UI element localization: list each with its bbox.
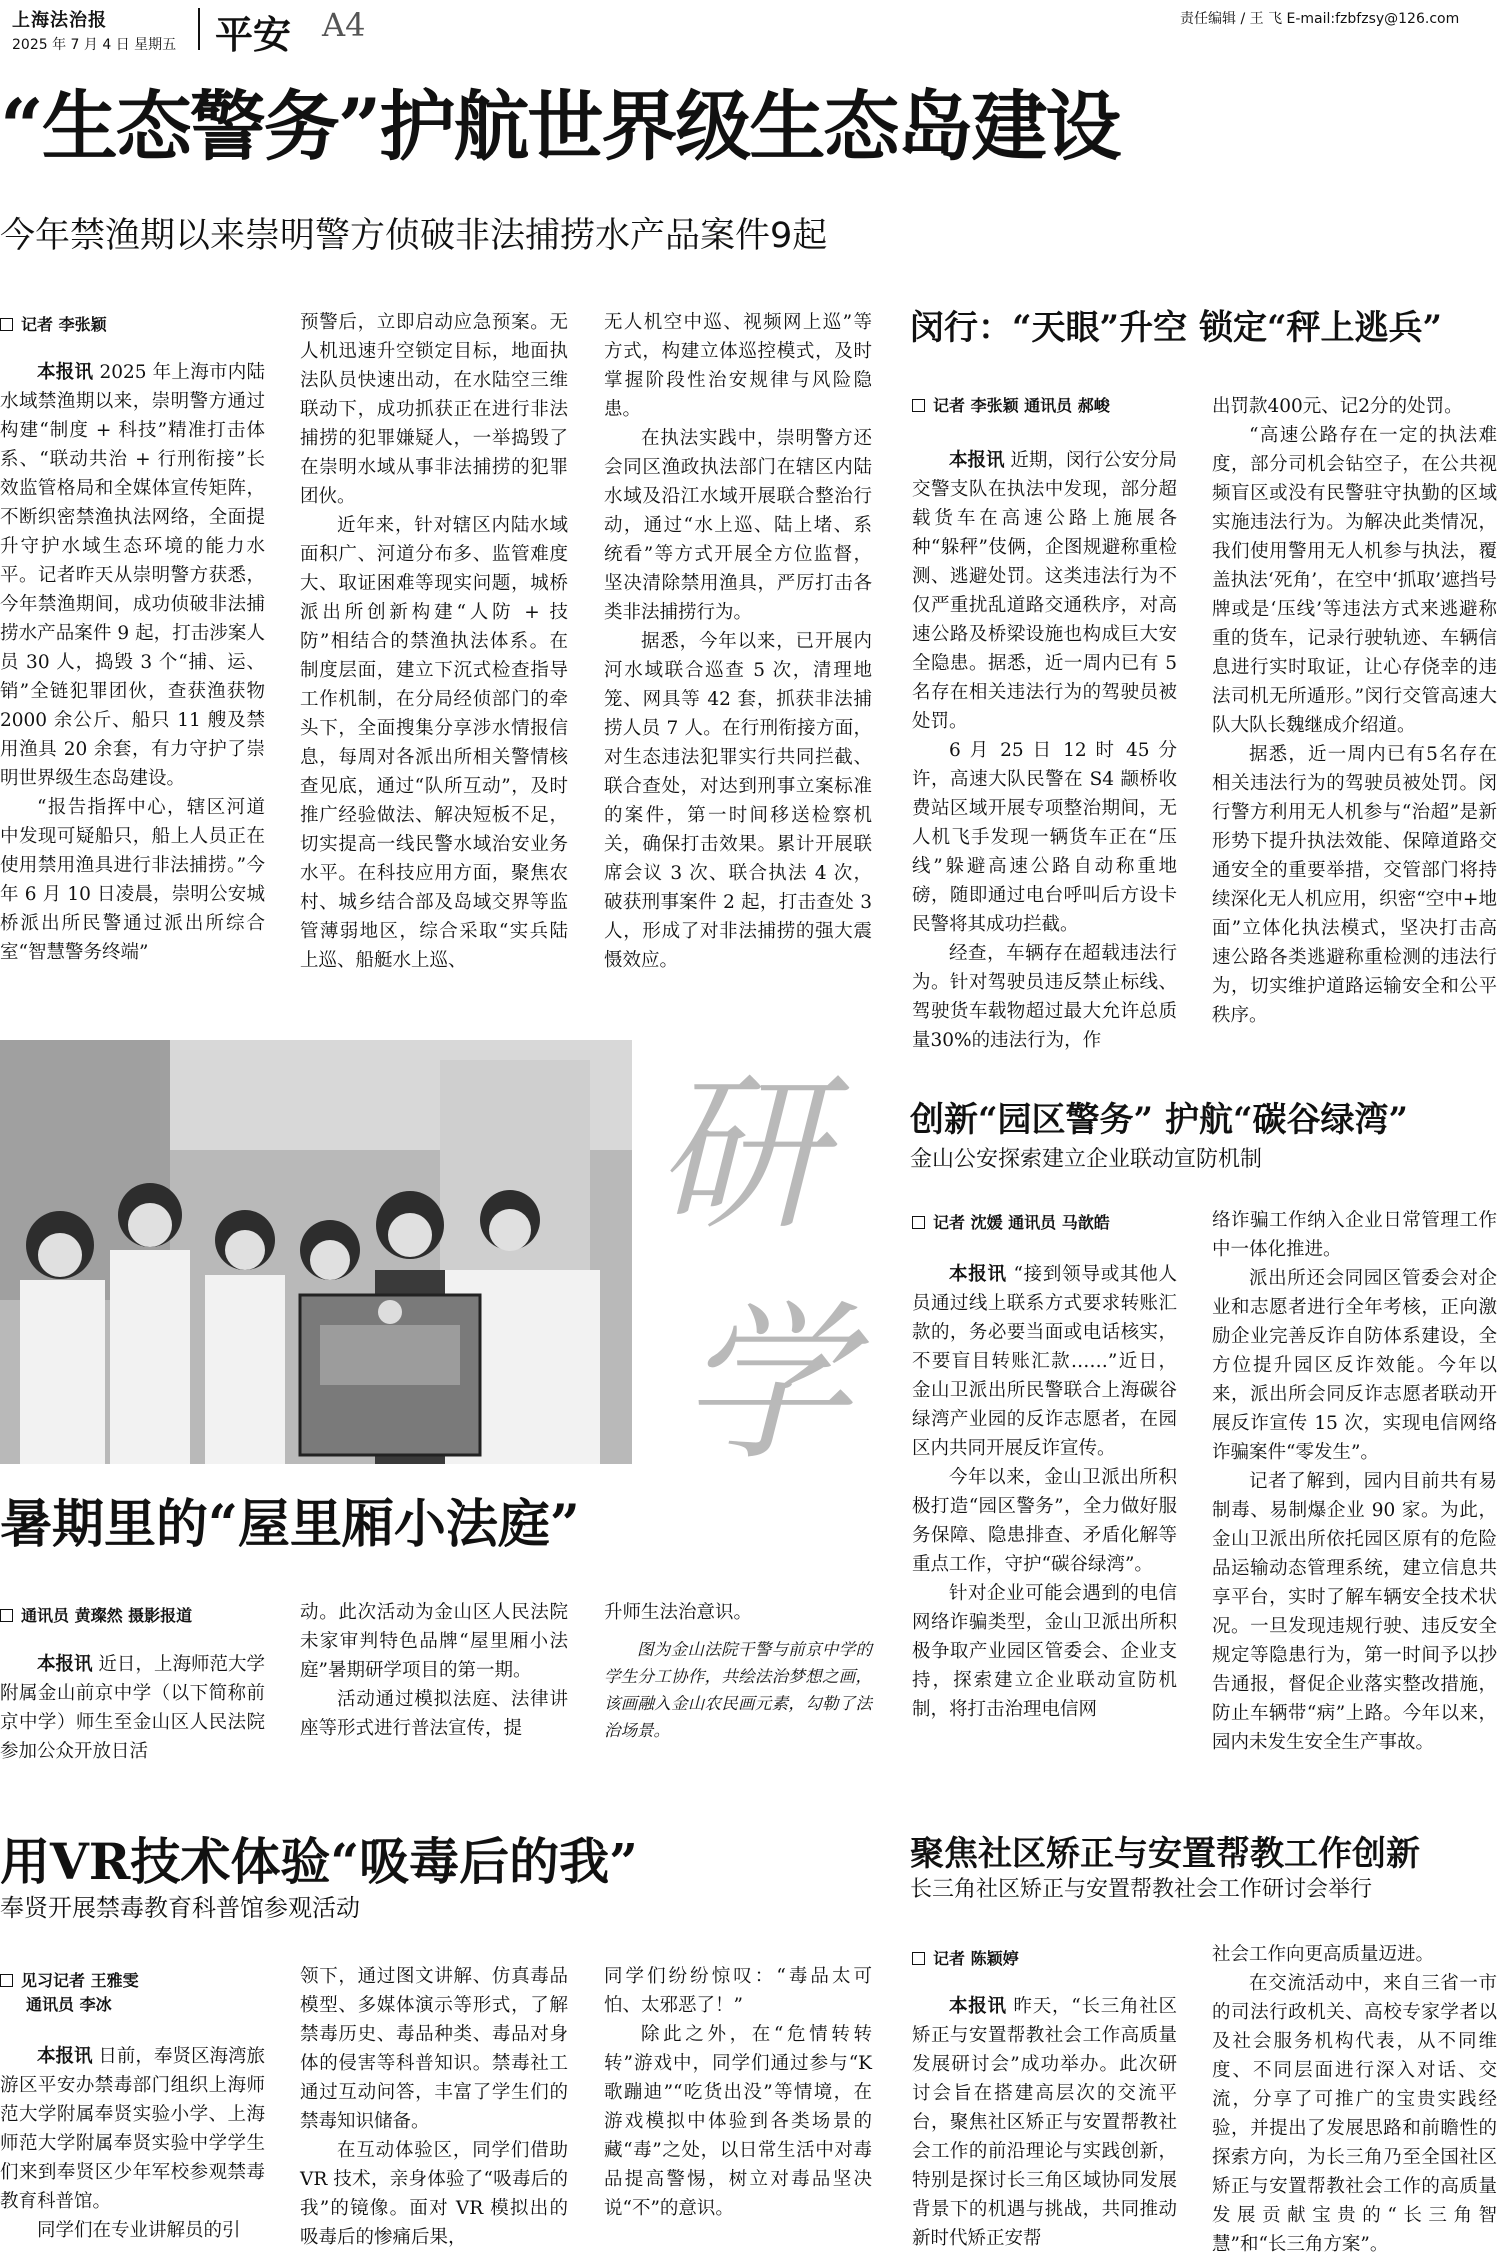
vr-byline-2: 通讯员 李冰 bbox=[26, 1995, 112, 2014]
jiaozheng-col-2 bbox=[1212, 1940, 1497, 2259]
yanxue-col2-p2: 活动通过模拟法庭、法律讲座等形式进行普法宣传，提 bbox=[300, 1689, 568, 1739]
vr-col-3 bbox=[604, 1962, 872, 2223]
vr-col-2 bbox=[300, 1962, 568, 2252]
main-col2-p2: 近年来，针对辖区内陆水域面积广、河道分布多、监管难度大、取证困难等现实问题，城桥派出所创新构建“人防 + 技防”相结合的禁渔执法体系。在制度层面，建立下沉式检查指导工作机制，在分局经侦部门的牵头下，全面搜集分享涉水情报信息，每周对各派出所相关警情核查见底，通过“队所互动”，及时推广经验做法、解决短板不足，切实提高一线民警水域治安业务水平。在科技应用方面，聚焦农村、城乡结合部及岛域交界等监管薄弱地区，综合采取“实兵陆上巡、船艇水上巡、 bbox=[300, 515, 568, 971]
vr-col2-p2: 在互动体验区，同学们借助 VR 技术，亲身体验了“吸毒后的我”的镜像。面对 VR 模拟出的吸毒后的惨痛后果， bbox=[300, 2140, 568, 2248]
yanxue-deco-char-2: 学 bbox=[680, 1286, 851, 1484]
paper-name: 上海法治报 bbox=[12, 10, 107, 31]
main-col1-p2: “报告指挥中心，辖区河道中发现可疑船只，船上人员正在使用禁用渔具进行非法捕捞。”今年 6 月 10 日凌晨，崇明公安城桥派出所民警通过派出所综合室“智慧警务终端” bbox=[0, 797, 265, 963]
main-col-3 bbox=[604, 308, 872, 975]
main-subhead: 今年禁渔期以来崇明警方侦破非法捕捞水产品案件9起 bbox=[0, 216, 828, 256]
vr-col1-p1: 本报讯 日前，奉贤区海湾旅游区平安办禁毒部门组织上海师范大学附属奉贤实验小学、上海师范大学附属奉贤实验中学学生们来到奉贤区少年军校参观禁毒教育科普馆。 bbox=[0, 2046, 265, 2212]
main-col2-p1: 预警后，立即启动应急预案。无人机迅速升空锁定目标，地面执法队员快速出动，在水陆空三维联动下，成功抓获正在进行非法捕捞的犯罪嫌疑人，一举捣毁了在崇明水域从事非法捕捞的犯罪团伙。 bbox=[300, 312, 568, 507]
minhang-col1-p2: 6 月 25 日 12 时 45 分许，高速大队民警在 S4 颛桥收费站区域开展专项整治期间，无人机飞手发现一辆货车正在“压线”躲避高速公路自动称重地磅，随即通过电台呼叫后方设卡民警将其成功拦截。 bbox=[912, 740, 1177, 935]
main-col3-p2: 在执法实践中，崇明警方还会同区渔政执法部门在辖区内陆水域及沿江水域开展联合整治行动，通过“水上巡、陆上堵、系统看”等方式开展全方位监督，坚决清除禁用渔具，严厉打击各类非法捕捞行为。 bbox=[604, 428, 872, 623]
jiaozheng-col2-p1: 社会工作向更高质量迈进。 bbox=[1212, 1944, 1435, 1965]
main-col-1 bbox=[0, 358, 265, 967]
vr-headline: 用VR技术体验“吸毒后的我” bbox=[0, 1832, 638, 1891]
byline-box-icon bbox=[0, 1609, 13, 1622]
jiaozheng-col1-p1: 本报讯 昨天，“长三角社区矫正与安置帮教社会工作高质量发展研讨会”成功举办。此次研讨会旨在搭建高层次的交流平台，聚焦社区矫正与安置帮教社会工作的前沿理论与实践创新，特别是探讨长三角区域协同发展背景下的机遇与挑战，共同推动新时代矫正安帮 bbox=[912, 1996, 1177, 2249]
minhang-col2-p2: “高速公路存在一定的执法难度，部分司机会钻空子，在公共视频盲区或没有民警驻守执勤的区域实施违法行为。为解决此类情况，我们使用警用无人机参与执法，覆盖执法‘死角’，在空中‘抓取’遮挡号牌或是‘压线’等违法方式来逃避称重的货车，记录行驶轨迹、车辆信息进行实时取证，让心存侥幸的违法司机无所遁形。”闵行交管高速大队大队长魏继成介绍道。 bbox=[1212, 425, 1497, 736]
vr-col2-p1: 领下，通过图文讲解、仿真毒品模型、多媒体演示等形式，了解禁毒历史、毒品种类、毒品对身体的侵害等科普知识。禁毒社工通过互动问答，丰富了学生们的禁毒知识储备。 bbox=[300, 1966, 568, 2132]
jiaozheng-subtitle: 长三角社区矫正与安置帮教社会工作研讨会举行 bbox=[910, 1877, 1373, 1902]
minhang-title: 闵行：“天眼”升空 锁定“秤上逃兵” bbox=[910, 308, 1443, 348]
main-col3-p3: 据悉，今年以来，已开展内河水域联合巡查 5 次，清理地笼、网具等 42 套，抓获非法捕捞人员 7 人。在行刑衔接方面，对生态违法犯罪实行共同拦截、联合查处，对达到刑事立案标准的案件，第一时间移送检察机关，确保打击效果。累计开展联席会议 3 次、联合执法 4 次，破获刑事案件 2 起，打击查处 3 人，形成了对非法捕捞的强大震慑效应。 bbox=[604, 631, 872, 971]
news-lead-label: 本报讯 bbox=[949, 1264, 1007, 1285]
news-lead-label: 本报讯 bbox=[949, 1996, 1007, 2017]
jinshan-col-1 bbox=[912, 1260, 1177, 1724]
yanxue-col2-p1: 动。此次活动为金山区人民法院未家审判特色品牌“屋里厢小法庭”暑期研学项目的第一期。 bbox=[300, 1602, 568, 1681]
byline-box-icon bbox=[912, 1952, 925, 1965]
news-lead-label: 本报讯 bbox=[949, 450, 1005, 471]
section-name: 平安 bbox=[215, 13, 292, 57]
byline-box-icon bbox=[0, 1974, 13, 1987]
main-col1-p1: 本报讯 2025 年上海市内陆水域禁渔期以来，崇明警方通过构建“制度 + 科技”精准打击体系、“联动共治 + 行刑衔接”长效监管格局和全媒体宣传矩阵，不断织密禁渔执法网络，全面提升守护水域生态环境的能力水平。记者昨天从崇明警方获悉，今年禁渔期间，成功侦破非法捕捞水产品案件 9 起，打击涉案人员 30 人，捣毁 3 个“捕、运、销”全链犯罪团伙，查获渔获物 2000 余公斤、船只 11 艘及禁用渔具 20 余套，有力守护了崇明世界级生态岛建设。 bbox=[0, 362, 265, 789]
jinshan-col1-p3: 针对企业可能会遇到的电信网络诈骗类型，金山卫派出所积极争取产业园区管委会、企业支持，探索建立企业联动宣防机制，将打击治理电信网 bbox=[912, 1583, 1177, 1720]
jiaozheng-title: 聚焦社区矫正与安置帮教工作创新 bbox=[910, 1834, 1420, 1874]
jinshan-col1-p1: 本报讯 “接到领导或其他人员通过线上联系方式要求转账汇款的，务必要当面或电话核实，不要盲目转账汇款……”近日，金山卫派出所民警联合上海碳谷绿湾产业园的反诈志愿者，在园区内共同开展反诈宣传。 bbox=[912, 1264, 1177, 1459]
main-byline: 记者 李张颖 bbox=[0, 312, 107, 335]
jinshan-col2-p3: 记者了解到，园内目前共有易制毒、易制爆企业 90 家。为此，金山卫派出所依托园区原有的危险品运输动态管理系统，建立信息共享平台，实时了解车辆安全技术状况。一旦发现违规行驶、违反安全规定等隐患行为，第一时间予以抄告通报，督促企业落实整改措施，防止车辆带“病”上路。今年以来，园内未发生安全生产事故。 bbox=[1212, 1471, 1497, 1753]
jinshan-subtitle: 金山公安探索建立企业联动宣防机制 bbox=[910, 1147, 1263, 1172]
photo-caption: 图为金山法院干警与前京中学的学生分工协作，共绘法治梦想之画，该画融入金山农民画元素，勾勒了法治场景。 bbox=[604, 1640, 872, 1740]
main-col-2 bbox=[300, 308, 568, 975]
main-col3-p1: 无人机空中巡、视频网上巡”等方式，构建立体巡控模式，及时掌握阶段性治安规律与风险隐患。 bbox=[604, 312, 872, 420]
yanxue-col-2 bbox=[300, 1598, 568, 1743]
vr-subhead: 奉贤开展禁毒教育科普馆参观活动 bbox=[0, 1894, 360, 1922]
yanxue-deco-char-1: 研 bbox=[655, 1056, 826, 1254]
vr-col1-p2: 同学们在专业讲解员的引 bbox=[37, 2220, 241, 2241]
news-lead-label: 本报讯 bbox=[37, 1654, 93, 1675]
main-headline: “生态警务”护航世界级生态岛建设 bbox=[0, 82, 1120, 171]
yanxue-col1-p1: 本报讯 近日，上海师范大学附属金山前京中学（以下简称前京中学）师生至金山区人民法院参加公众开放日活 bbox=[0, 1654, 265, 1762]
minhang-byline: 记者 李张颖 通讯员 郝峻 bbox=[912, 393, 1110, 416]
byline-box-icon bbox=[912, 399, 925, 412]
page-number: A4 bbox=[322, 6, 366, 44]
masthead-divider bbox=[198, 8, 200, 50]
minhang-col-1 bbox=[912, 446, 1177, 1055]
photo-illustration bbox=[0, 1040, 632, 1464]
issue-date: 2025 年 7 月 4 日 星期五 bbox=[12, 37, 177, 53]
vr-col3-p1: 同学们纷纷惊叹：“毒品太可怕、太邪恶了！” bbox=[604, 1966, 872, 2016]
vr-byline-1: 见习记者 王雅雯 bbox=[0, 1968, 139, 1991]
jinshan-title: 创新“园区警务” 护航“碳谷绿湾” bbox=[910, 1100, 1409, 1140]
news-lead-label: 本报讯 bbox=[37, 362, 94, 383]
minhang-col2-p1: 出罚款400元、记2分的处罚。 bbox=[1212, 396, 1463, 417]
yanxue-col3-p1: 升师生法治意识。 bbox=[604, 1602, 753, 1623]
yanxue-col-3 bbox=[604, 1598, 872, 1627]
jinshan-col1-p2: 今年以来，金山卫派出所积极打造“园区警务”，全力做好服务保障、隐患排查、矛盾化解等重点工作，守护“碳谷绿湾”。 bbox=[912, 1467, 1177, 1575]
yanxue-headline: 暑期里的“屋里厢小法庭” bbox=[0, 1494, 580, 1555]
students-painting-photo bbox=[0, 1040, 632, 1464]
jiaozheng-col-1 bbox=[912, 1992, 1177, 2253]
byline-box-icon bbox=[912, 1216, 925, 1229]
vr-col-1 bbox=[0, 2042, 265, 2245]
editor-line: 责任编辑 / 王 飞 E-mail:fzbfzsy@126.com bbox=[1180, 11, 1460, 27]
yanxue-byline: 通讯员 黄璨然 摄影报道 bbox=[0, 1603, 192, 1626]
yanxue-col-1 bbox=[0, 1650, 265, 1766]
jiaozheng-byline: 记者 陈颖婷 bbox=[912, 1946, 1019, 1969]
minhang-col1-p1: 本报讯 近期，闵行公安分局交警支队在执法中发现，部分超载货车在高速公路上施展各种“躲秤”伎俩，企图规避称重检测、逃避处罚。这类违法行为不仅严重扰乱道路交通秩序，对高速公路及桥梁设施也构成巨大安全隐患。据悉，近一周内已有 5 名存在相关违法行为的驾驶员被处罚。 bbox=[912, 450, 1177, 732]
vr-col3-p2: 除此之外，在“危情转转转”游戏中，同学们通过参与“K 歌蹦迪”“吃货出没”等情境，在游戏模拟中体验到各类场景的藏“毒”之处，以日常生活中对毒品提高警惕，树立对毒品坚决说“不”的意识。 bbox=[604, 2024, 872, 2219]
news-lead-label: 本报讯 bbox=[37, 2046, 93, 2067]
minhang-col-2 bbox=[1212, 392, 1497, 1030]
jinshan-col-2 bbox=[1212, 1206, 1497, 1757]
byline-box-icon bbox=[0, 318, 13, 331]
jinshan-col2-p1: 络诈骗工作纳入企业日常管理工作中一体化推进。 bbox=[1212, 1210, 1497, 1260]
minhang-col1-p3: 经查，车辆存在超载违法行为。针对驾驶员违反禁止标线、驾驶货车载物超过最大允许总质量30%的违法行为，作 bbox=[912, 943, 1177, 1051]
jinshan-byline: 记者 沈媛 通讯员 马歆皓 bbox=[912, 1210, 1110, 1233]
jinshan-col2-p2: 派出所还会同园区管委会对企业和志愿者进行全年考核，正向激励企业完善反诈自防体系建设，全方位提升园区反诈效能。今年以来，派出所会同反诈志愿者联动开展反诈宣传 15 次，实现电信网络诈骗案件“零发生”。 bbox=[1212, 1268, 1497, 1463]
jiaozheng-col2-p2: 在交流活动中，来自三省一市的司法行政机关、高校专家学者以及社会服务机构代表，从不同维度、不同层面进行深入对话、交流，分享了可推广的宝贵实践经验，并提出了发展思路和前瞻性的探索方向，为长三角乃至全国社区矫正与安置帮教社会工作的高质量发展贡献宝贵的“长三角智慧”和“长三角方案”。 bbox=[1212, 1973, 1497, 2255]
minhang-col2-p3: 据悉，近一周内已有5名存在相关违法行为的驾驶员被处罚。闵行警方利用无人机参与“治超”是新形势下提升执法效能、保障道路交通安全的重要举措，交管部门将持续深化无人机应用，织密“空中+地面”立体化执法模式，坚决打击高速公路各类逃避称重检测的违法行为，切实维护道路运输安全和公平秩序。 bbox=[1212, 744, 1497, 1026]
